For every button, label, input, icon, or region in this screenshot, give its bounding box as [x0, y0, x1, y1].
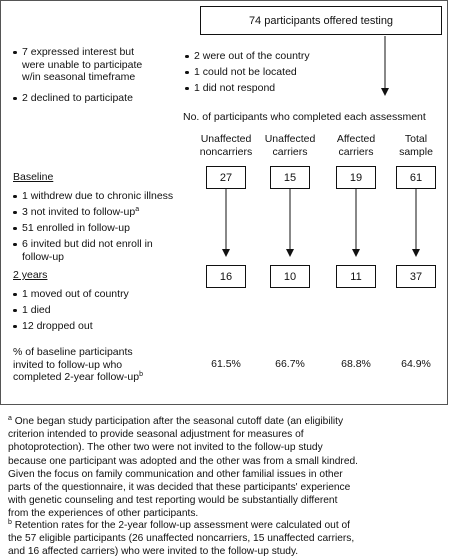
footnote-mark-a: a — [135, 206, 140, 213]
retention-total-sample: 64.9% — [401, 358, 431, 370]
two-year-item-died: 1 died — [22, 304, 51, 316]
completion-heading: No. of participants who completed each assessment — [183, 111, 426, 123]
baseline-item-not-invited: 3 not invited to follow-$up^a$ — [22, 206, 140, 218]
retention-label: % of baseline participants invited to follow-up who completed 2-year follow-$up^b$ — [13, 346, 143, 383]
footnote-b: $^b$ Retention rates for the 2-year follow-up assessment were calculated out of the 57 eligible participants (26 unaffected noncarriers, 15 unaffected carriers, and 16 affected carriers) who were invited to the follow-up study. — [8, 519, 355, 558]
baseline-box-total-sample: 61 — [396, 166, 436, 189]
footnote-a: $^a$ One began study participation after the seasonal cutoff date (an eligibility criterion intended to provide seasonal adjustment for measures of photoprotection). The other two were not invited to the follow-up study because one participant was adopted and the other was from a small kindred. Given the focus on family communication and other familial issues in other parts of the questionnaire, it was decided that these participants' experience with genetic counseling and test reporting would be substantially different from the experiences of other participants. — [8, 415, 358, 520]
left-exclusion-1: 7 expressed interest but were unable to participate w/in seasonal timeframe — [22, 46, 143, 83]
two-year-box-total-sample: 37 — [396, 265, 436, 288]
baseline-section-title: Baseline — [13, 171, 54, 183]
column-header-unaffected-noncarriers: Unaffected noncarriers — [199, 133, 253, 158]
baseline-box-affected-carriers: 19 — [336, 166, 376, 189]
footnote-a-mark: a — [8, 415, 12, 422]
column-header-total-sample: Total sample — [399, 133, 433, 158]
two-year-box-unaffected-carriers: 10 — [270, 265, 310, 288]
retention-unaffected-noncarriers: 61.5% — [211, 358, 241, 370]
column-header-affected-carriers: Affected carriers — [336, 133, 376, 158]
baseline-item-withdrew: 1 withdrew due to chronic illness — [22, 190, 174, 202]
retention-unaffected-carriers: 66.7% — [275, 358, 305, 370]
footnote-mark-b: b — [139, 371, 143, 378]
baseline-item-enrolled: 51 enrolled in follow-up — [22, 222, 130, 234]
two-year-item-moved: 1 moved out of country — [22, 288, 129, 300]
two-year-box-unaffected-noncarriers: 16 — [206, 265, 246, 288]
offered-testing-box — [200, 6, 442, 35]
baseline-box-unaffected-noncarriers: 27 — [206, 166, 246, 189]
middle-exclusion-2: 1 could not be located — [194, 66, 297, 78]
two-year-item-dropped: 12 dropped out — [22, 320, 93, 332]
footnote-b-mark: b — [8, 519, 12, 526]
baseline-item-did-not-enroll: 6 invited but did not enroll in follow-up — [22, 238, 153, 263]
retention-affected-carriers: 68.8% — [341, 358, 371, 370]
left-exclusion-2: 2 declined to participate — [22, 92, 133, 104]
column-header-unaffected-carriers: Unaffected carriers — [264, 133, 316, 158]
two-year-box-affected-carriers: 11 — [336, 265, 376, 288]
offered-testing-text: 74 participants offered testing — [248, 14, 394, 27]
two-year-section-title: 2 years — [13, 269, 48, 281]
baseline-box-unaffected-carriers: 15 — [270, 166, 310, 189]
middle-exclusion-1: 2 were out of the country — [194, 50, 310, 62]
middle-exclusion-3: 1 did not respond — [194, 82, 276, 94]
